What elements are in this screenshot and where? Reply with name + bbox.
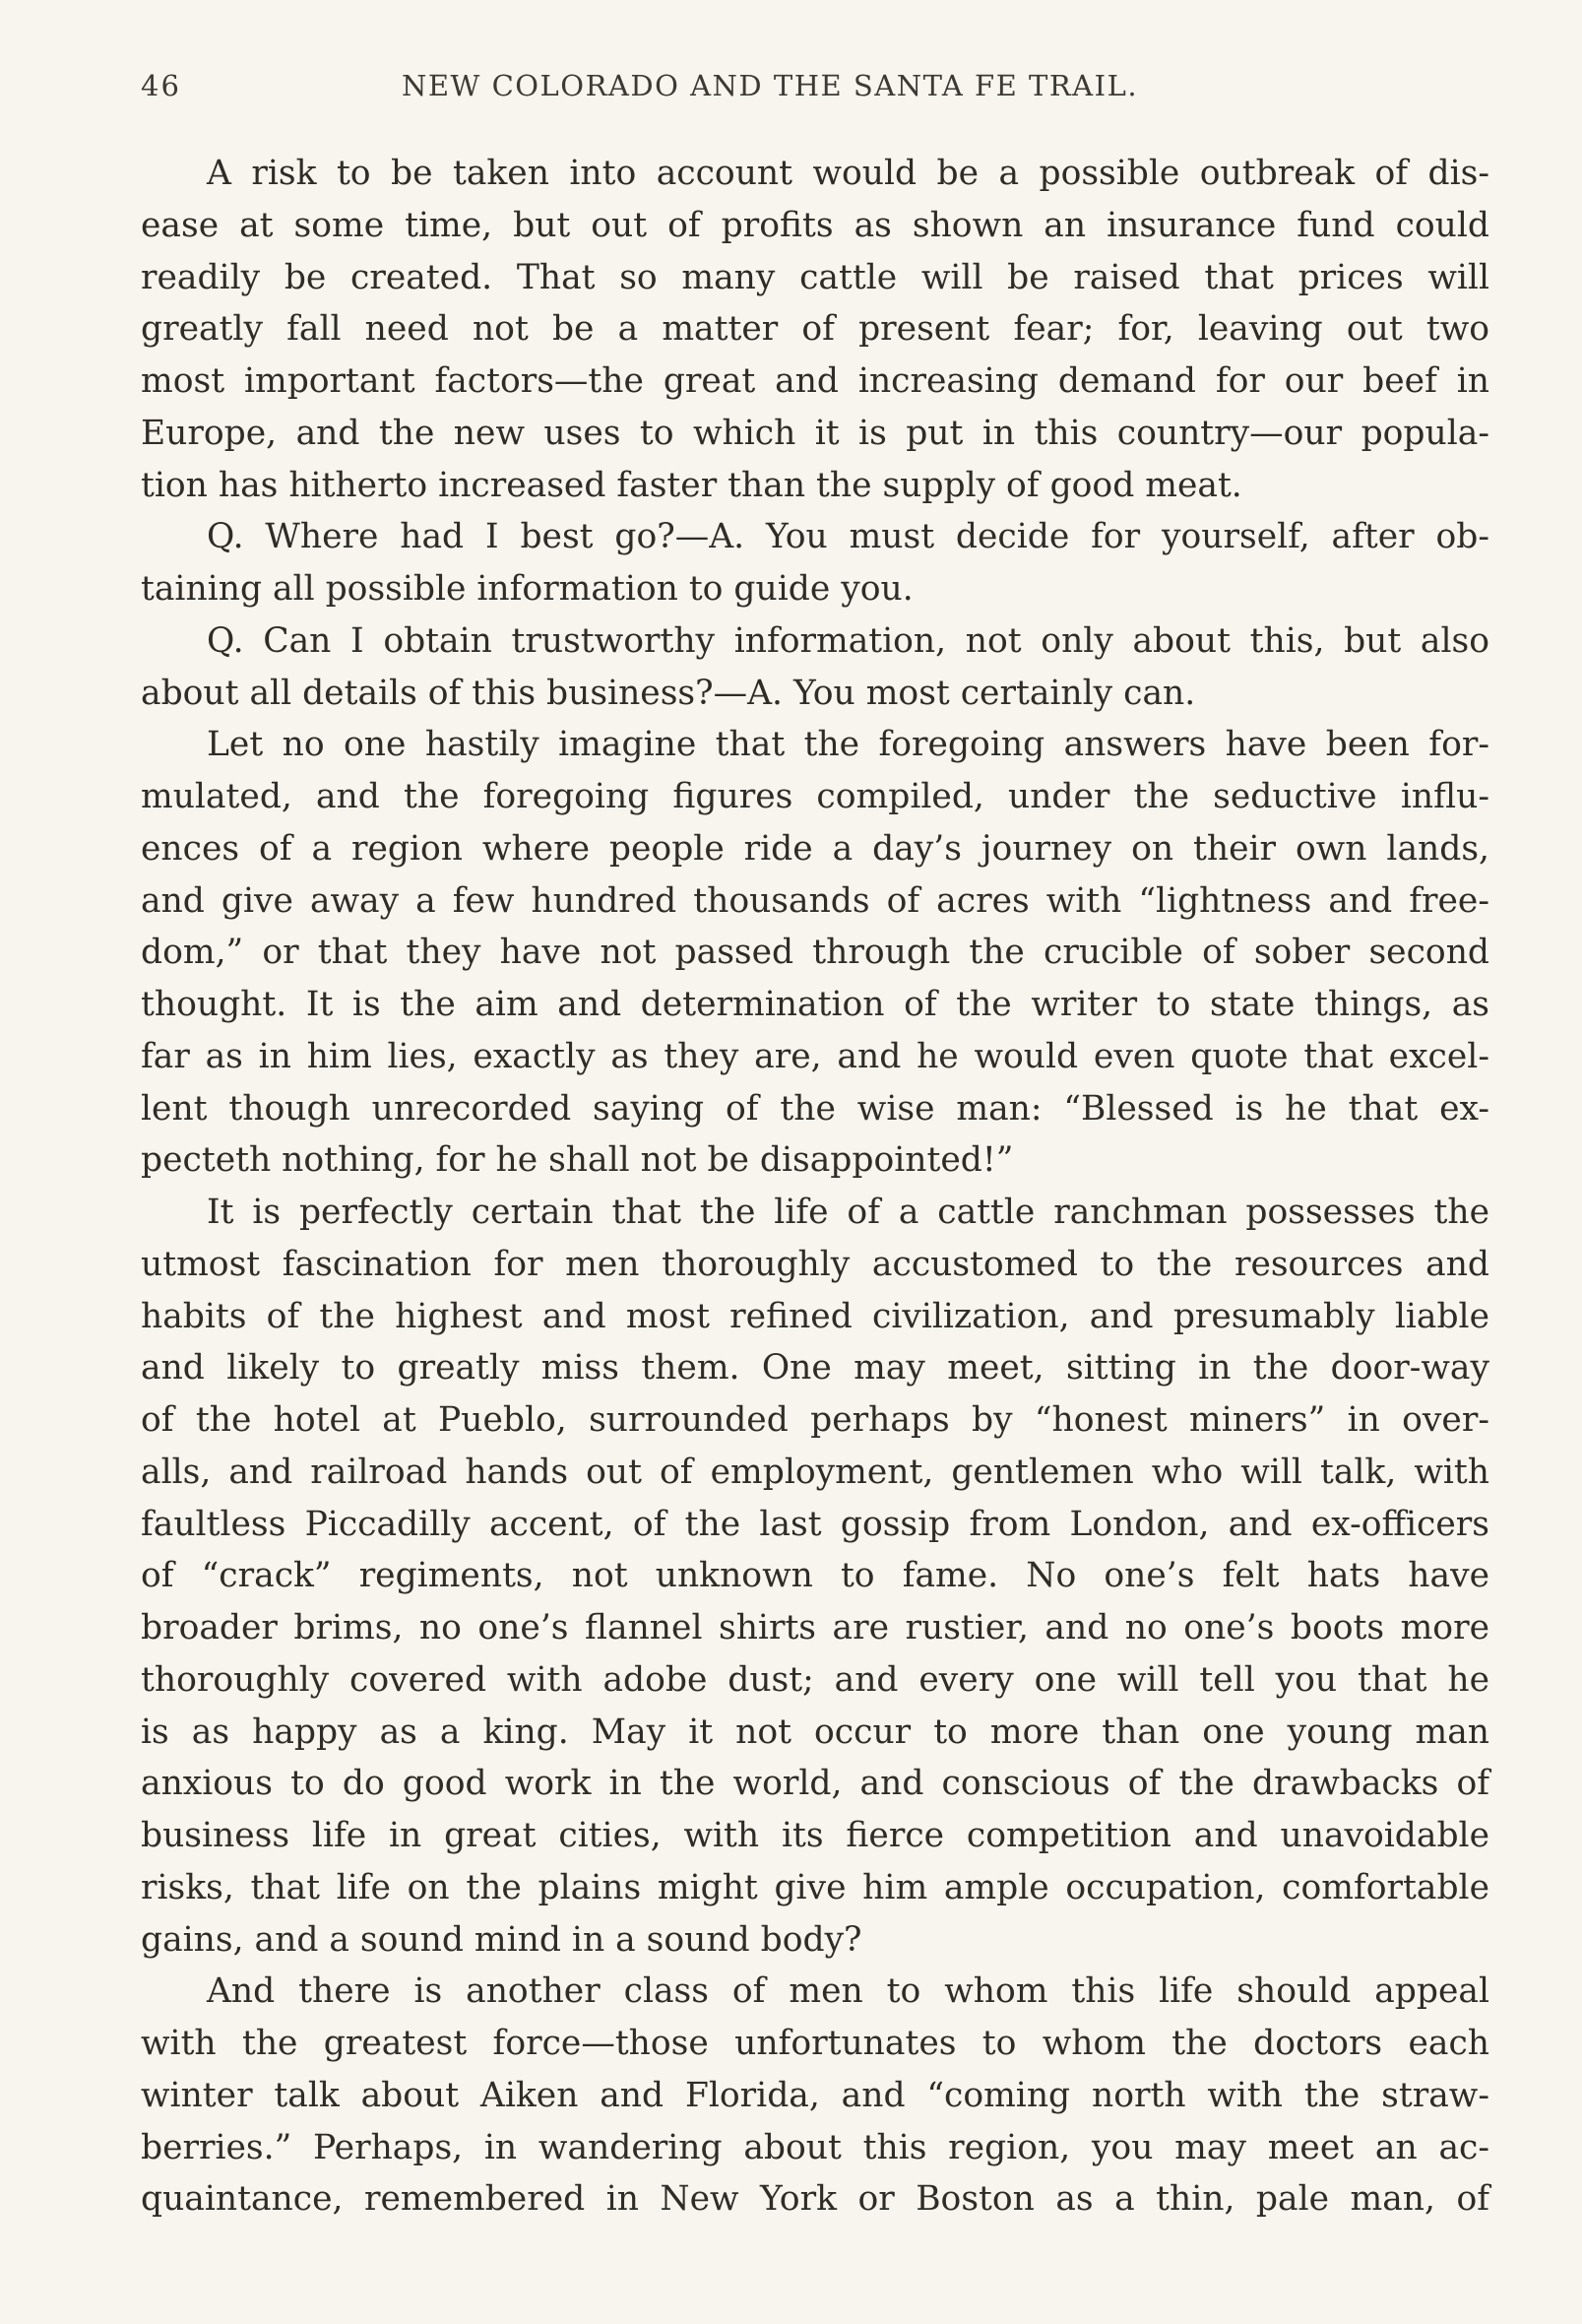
text-line: about all details of this business?—A. You most certainly can. [141,673,1196,713]
text-line: with the greatest force—those unfortunates to whom the doctors each [141,2024,1489,2063]
text-line: tion has hitherto increased faster than the supply of good meat. [141,465,1242,505]
text-line: taining all possible information to guide you. [141,569,914,609]
page-header [141,69,1489,118]
text-line: berries.” Perhaps, in wandering about this region, you may meet an ac- [141,2127,1489,2167]
text-line: thoroughly covered with adobe dust; and every one will tell you that he [141,1659,1489,1700]
text-line: of the hotel at Pueblo, surrounded perhaps by “honest miners” in over- [141,1400,1489,1440]
text-line: lent though unrecorded saying of the wise man: “Blessed is he that ex- [141,1088,1489,1129]
text-line: It is perfectly certain that the life of a cattle ranchman possesses the [207,1193,1489,1232]
text-line: most important factors—the great and increasing demand for our beef in [141,361,1489,401]
text-line: broader brims, no one’s flannel shirts are rustier, and no one’s boots more [141,1608,1489,1647]
text-line: quaintance, remembered in New York or Boston as a thin, pale man, of [141,2179,1489,2220]
text-line: habits of the highest and most refined civilization, and presumably liable [141,1296,1489,1336]
text-line: greatly fall need not be a matter of present fear; for, leaving out two [141,309,1489,350]
text-line: business life in great cities, with its fierce competition and unavoidable [141,1816,1489,1855]
text-line: of “crack” regiments, not unknown to fame. No one’s felt hats have [141,1556,1489,1596]
text-line: risks, that life on the plains might give him ample occupation, comfortable [141,1867,1489,1907]
text-line: anxious to do good work in the world, and conscious of the drawbacks of [141,1764,1489,1804]
text-line: alls, and railroad hands out of employment, gentlemen who will talk, with [141,1452,1489,1492]
text-line: and likely to greatly miss them. One may meet, sitting in the door-way [141,1348,1489,1388]
text-line: Europe, and the new uses to which it is put in this country—our popula- [141,413,1489,453]
text-line: mulated, and the foregoing figures compiled, under the seductive influ- [141,777,1489,816]
text-line: faultless Piccadilly accent, of the last gossip from London, and ex-officers [141,1504,1489,1544]
text-line: A risk to be taken into account would be a possible outbreak of dis- [207,154,1489,193]
text-line: ease at some time, but out of profits as shown an insurance fund could [141,205,1489,245]
text-line: dom,” or that they have not passed through the crucible of sober second [141,933,1489,973]
text-line: utmost fascination for men thoroughly accustomed to the resources and [141,1244,1489,1284]
text-line: gains, and a sound mind in a sound body? [141,1919,862,1960]
text-line: readily be created. That so many cattle will be raised that prices will [141,257,1489,297]
text-line: far as in him lies, exactly as they are, and he would even quote that excel- [141,1036,1489,1076]
text-line: is as happy as a king. May it not occur to more than one young man [141,1711,1489,1752]
body-text [141,148,1489,2226]
text-line: thought. It is the aim and determination of the writer to state things, as [141,985,1489,1024]
text-line: Q. Where had I best go?—A. You must decide for yourself, after ob- [207,517,1489,557]
page-number: 46 [141,69,181,102]
text-line: And there is another class of men to whom this life should appeal [207,1971,1489,2012]
text-line: Q. Can I obtain trustworthy information, not only about this, but also [207,620,1489,661]
text-line: pecteth nothing, for he shall not be disappointed!” [141,1140,1014,1181]
text-line: Let no one hastily imagine that the foregoing answers have been for- [207,725,1489,765]
text-line: winter talk about Aiken and Florida, and “coming north with the straw- [141,2075,1489,2115]
text-line: ences of a region where people ride a day’s journey on their own lands, [141,828,1489,869]
running-title: NEW COLORADO AND THE SANTA FE TRAIL. [402,69,1139,102]
text-line: and give away a few hundred thousands of acres with “lightness and free- [141,880,1489,921]
